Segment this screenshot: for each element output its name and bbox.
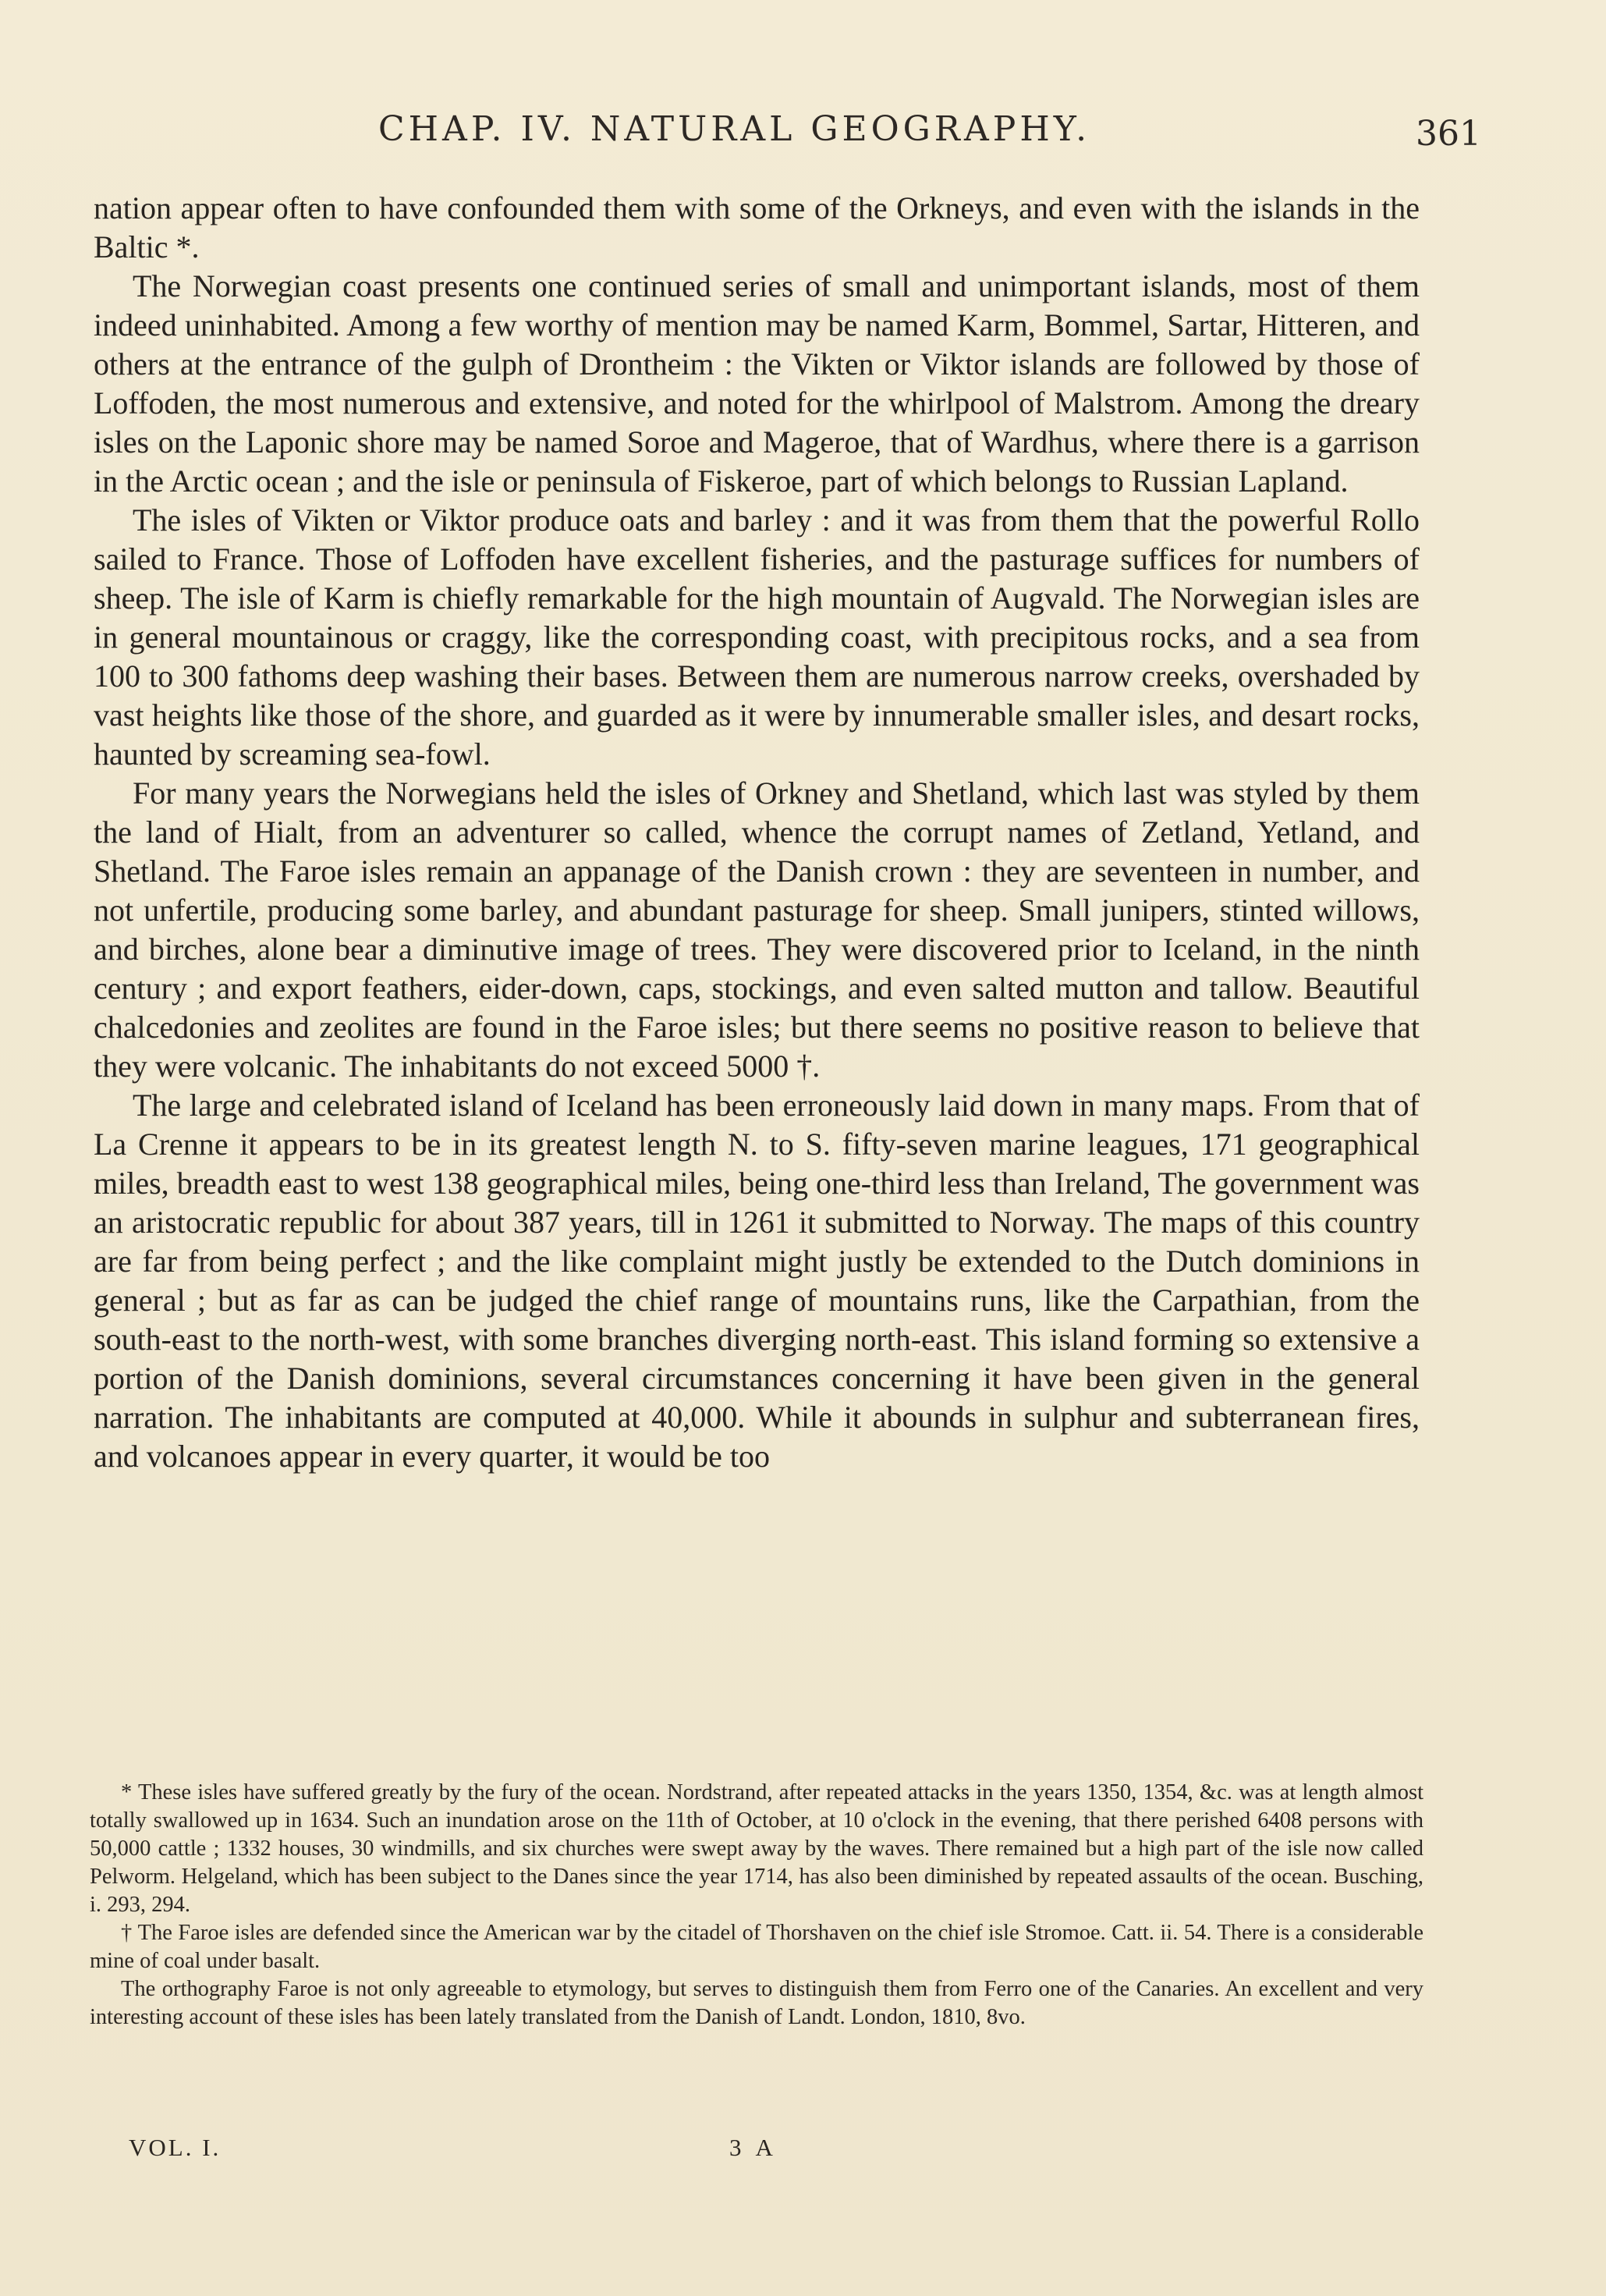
paragraph-2: The Norwegian coast presents one continued series of small and unimportant islands, most of them indeed uninhabited. Among a few worthy of mention may be named Karm, Bommel, Sartar, Hitteren, and others at the entrance of the gulph of Drontheim : the Vikten or Viktor islands are followed by those of Loffoden, the most numerous and extensive, and noted for the whirlpool of Malstrom. Among the dreary isles on the Laponic shore may be named Soroe and Mageroe, that of Wardhus, where there is a garrison in the Arctic ocean ; and the isle or peninsula of Fiskeroe, part of which belongs to Russian Lapland. — [94, 268, 1420, 499]
footnote-dagger: † The Faroe isles are defended since the American war by the citadel of Thorshaven on the chief isle Stromoe. Catt. ii. 54. There is a considerable mine of coal under basalt. — [90, 1921, 1423, 1973]
paragraph-3: The isles of Vikten or Viktor produce oats and barley : and it was from them that the powerful Rollo sailed to France. Those of Loffoden have excellent fisheries, and the pasturage suffices for numbers of sheep. The isle of Karm is chiefly remarkable for the high mountain of Augvald. The Norwegian isles are in general mountainous or craggy, like the corresponding coast, with precipitous rocks, and a sea from 100 to 300 fathoms deep washing their bases. Between them are numerous narrow creeks, overshaded by vast heights like those of the shore, and guarded as it were by innumerable smaller isles, and desart rocks, haunted by screaming sea-fowl. — [94, 502, 1420, 772]
footnote-asterisk: * These isles have suffered greatly by the fury of the ocean. Nordstrand, after repeated attacks in the years 1350, 1354, &c. was at length almost totally swallowed up in 1634. Such an inundation arose on the 11th of October, at 10 o'clock in the evening, that there perished 6408 persons with 50,000 cattle ; 1332 houses, 30 windmills, and six churches were swept away by the waves. There remained but a high part of the isle now called Pelworm. Helgeland, which has been subject to the Danes since the year 1714, has also been diminished by repeated assaults of the ocean. Busching, i. 293, 294. — [90, 1780, 1423, 1917]
volume-label: VOL. I. — [129, 2134, 222, 2161]
running-head: CHAP. IV. NATURAL GEOGRAPHY. — [378, 109, 1091, 149]
footnote-continuation: The orthography Faroe is not only agreeable to etymology, but serves to distinguish them from Ferro one of the Canaries. An excellent and very interesting account of these isles has been lately translated from the Danish of Landt. London, 1810, 8vo. — [90, 1977, 1423, 2029]
main-text — [94, 189, 1420, 1476]
footnotes — [90, 1779, 1423, 2032]
paragraph-1: nation appear often to have confounded them with some of the Orkneys, and even with the islands in the Baltic *. — [94, 190, 1420, 264]
page-header — [378, 109, 1481, 164]
page-footer — [129, 2134, 831, 2173]
paragraph-5: The large and celebrated island of Iceland has been erroneously laid down in many maps. From that of La Crenne it appears to be in its greatest length N. to S. fifty-seven marine leagues, 171 geographical miles, breadth east to west 138 geographical miles, being one-third less than Ireland, The government was an aristocratic republic for about 387 years, till in 1261 it submitted to Norway. The maps of this country are far from being perfect ; and the like complaint might justly be extended to the Dutch dominions in general ; but as far as can be judged the chief range of mountains runs, like the Carpathian, from the south-east to the north-west, with some branches diverging north-east. This island forming so extensive a portion of the Danish dominions, several circumstances concerning it have been given in the general narration. The inhabitants are computed at 40,000. While it abounds in sulphur and subterranean fires, and volcanoes appear in every quarter, it would be too — [94, 1088, 1420, 1474]
signature-mark: 3 A — [729, 2134, 778, 2161]
paragraph-4: For many years the Norwegians held the isles of Orkney and Shetland, which last was styled by them the land of Hialt, from an adventurer so called, whence the corrupt names of Zetland, Yetland, and Shetland. The Faroe isles remain an appanage of the Danish crown : they are seventeen in number, and not unfertile, producing some barley, and abundant pasturage for sheep. Small junipers, stinted willows, and birches, alone bear a diminutive image of trees. They were discovered prior to Iceland, in the ninth century ; and export feathers, eider-down, caps, stockings, and even salted mutton and tallow. Beautiful chalcedonies and zeolites are found in the Faroe isles; but there seems no positive reason to believe that they were volcanic. The inhabitants do not exceed 5000 †. — [94, 775, 1420, 1084]
page-number: 361 — [1416, 114, 1481, 154]
